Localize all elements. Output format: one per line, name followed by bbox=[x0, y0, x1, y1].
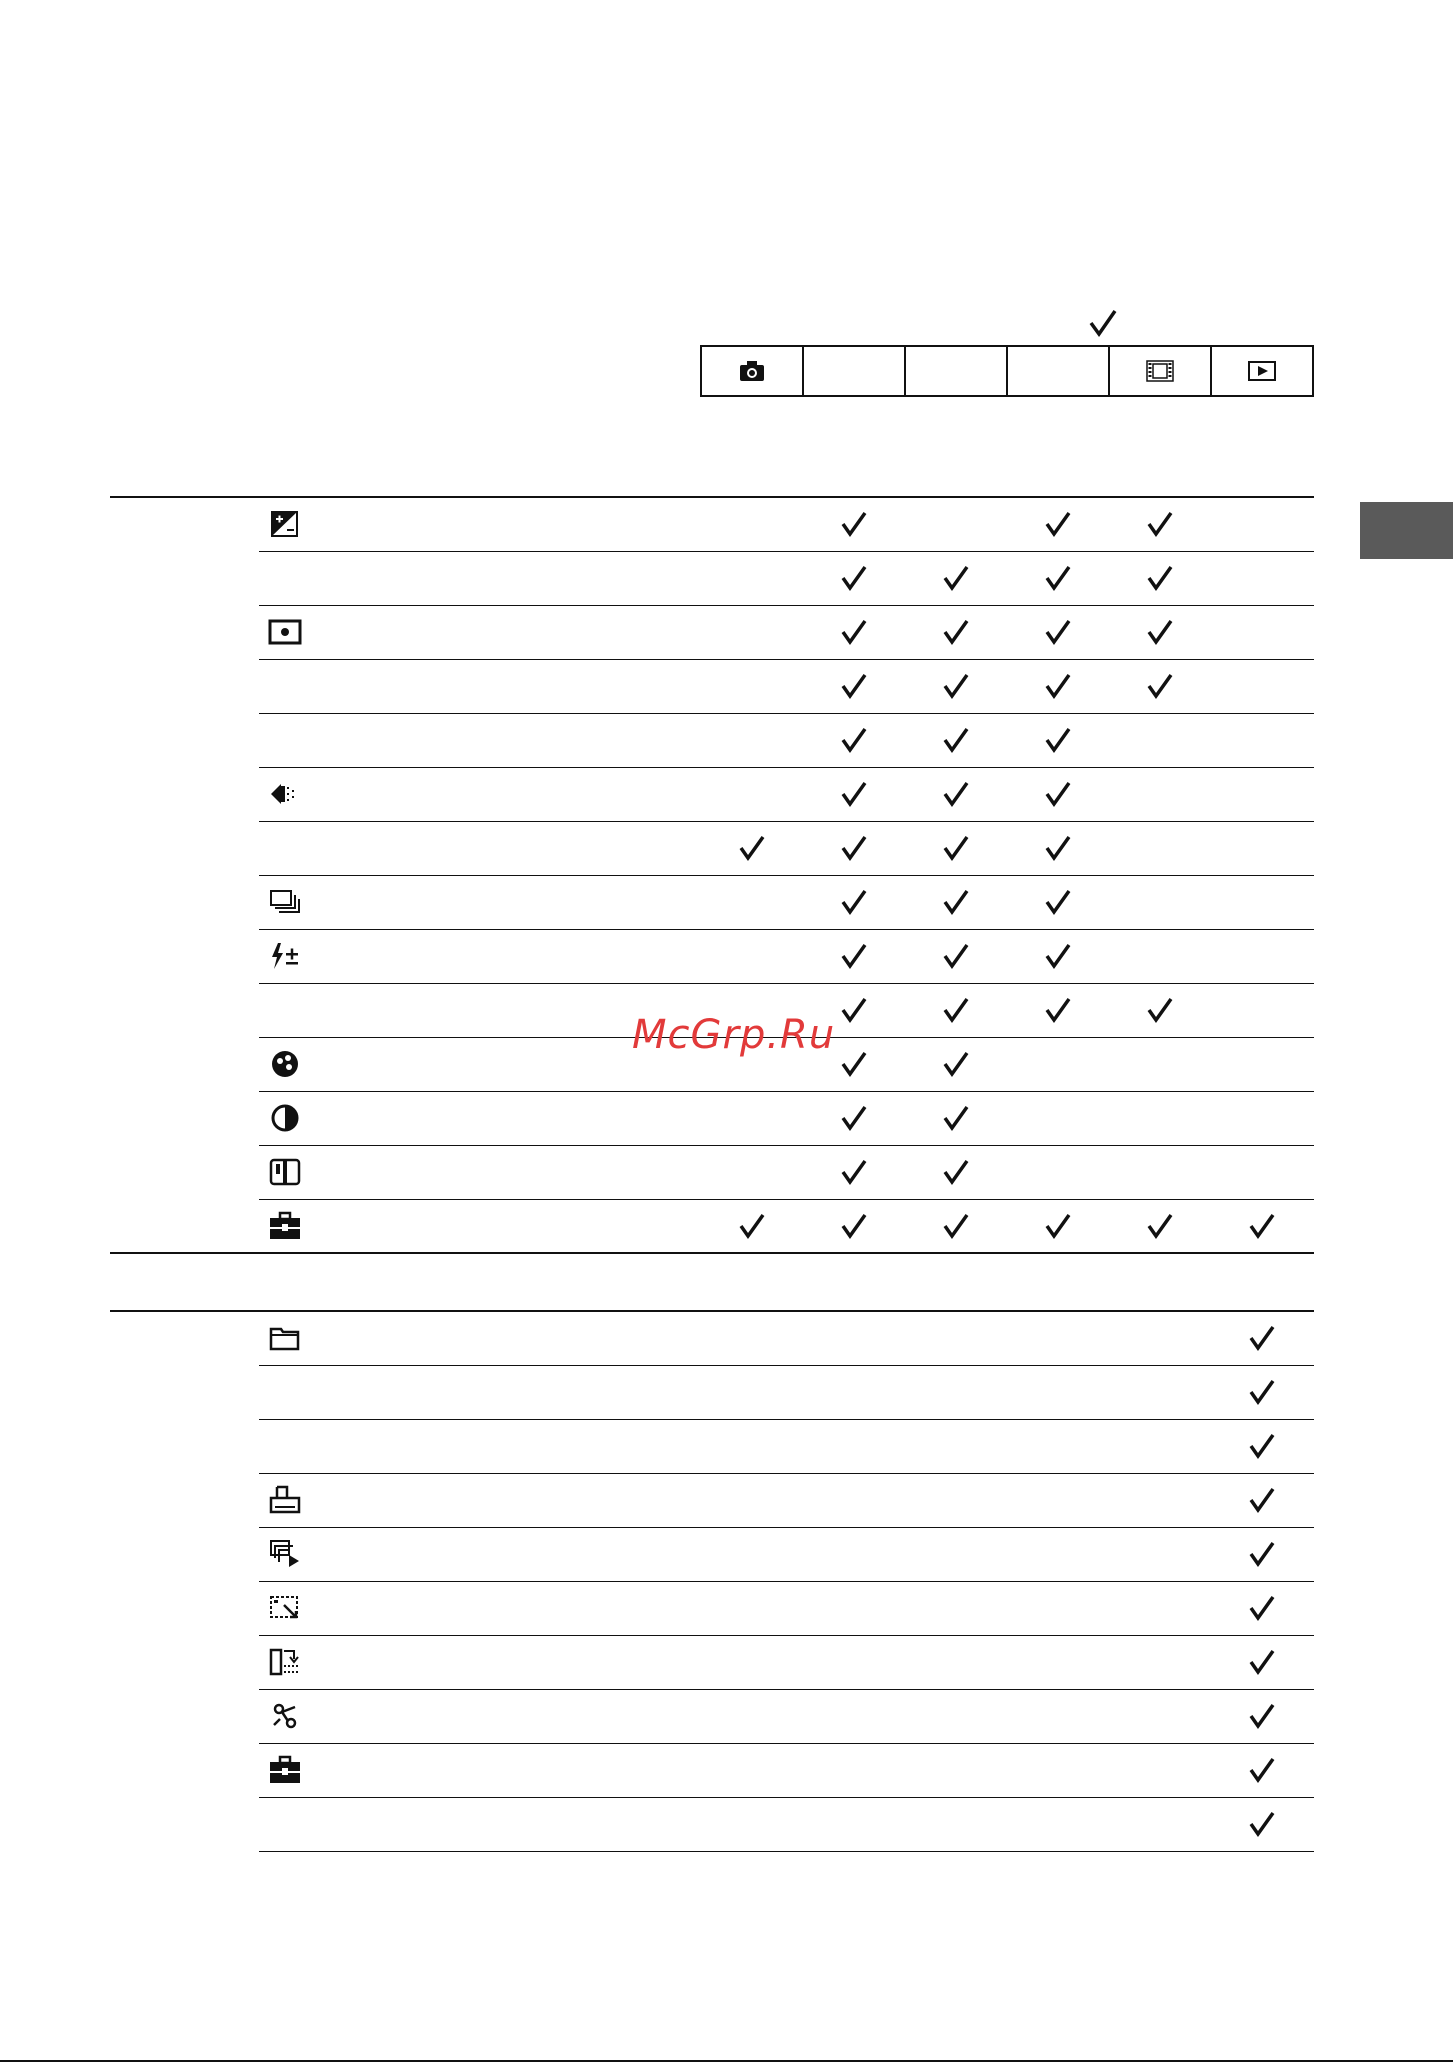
spot-metering-icon bbox=[268, 615, 302, 649]
check-icon bbox=[1248, 1212, 1276, 1240]
divide-icon bbox=[268, 1699, 302, 1733]
check-icon bbox=[840, 1212, 868, 1240]
shooting-row-divider bbox=[259, 1199, 1314, 1200]
check-icon bbox=[840, 672, 868, 700]
shooting-section-top-line bbox=[110, 496, 1314, 498]
check-icon bbox=[1044, 618, 1072, 646]
setup-icon bbox=[268, 1209, 302, 1243]
mode-auto bbox=[702, 347, 804, 395]
shooting-row-divider bbox=[259, 875, 1314, 876]
shooting-row-divider bbox=[259, 713, 1314, 714]
shooting-row-divider bbox=[259, 551, 1314, 552]
shooting-row-divider bbox=[259, 605, 1314, 606]
viewing-row-divider bbox=[259, 1635, 1314, 1636]
check-icon bbox=[942, 564, 970, 592]
check-icon bbox=[942, 1104, 970, 1132]
check-icon bbox=[1248, 1594, 1276, 1622]
viewing-row-divider bbox=[259, 1689, 1314, 1690]
check-icon bbox=[840, 726, 868, 754]
check-icon bbox=[942, 942, 970, 970]
check-icon bbox=[840, 996, 868, 1024]
check-icon bbox=[942, 672, 970, 700]
check-icon bbox=[1044, 834, 1072, 862]
contrast-icon bbox=[268, 1101, 302, 1135]
shooting-row-divider bbox=[259, 821, 1314, 822]
check-icon bbox=[1044, 780, 1072, 808]
mode-4 bbox=[1008, 347, 1110, 395]
check-icon bbox=[1146, 510, 1174, 538]
shooting-section-bottom-line bbox=[110, 1252, 1314, 1254]
mode-2 bbox=[804, 347, 906, 395]
check-icon bbox=[1044, 996, 1072, 1024]
viewing-section-top-line bbox=[110, 1310, 1314, 1312]
exposure-icon bbox=[268, 507, 302, 541]
shooting-row-divider bbox=[259, 767, 1314, 768]
play-icon bbox=[1247, 356, 1277, 386]
viewing-row-divider bbox=[259, 1527, 1314, 1528]
check-icon bbox=[1044, 564, 1072, 592]
check-icon bbox=[1044, 888, 1072, 916]
slideshow-icon bbox=[268, 1537, 302, 1571]
check-icon bbox=[942, 1158, 970, 1186]
check-icon bbox=[738, 1212, 766, 1240]
flash-level-icon bbox=[268, 939, 302, 973]
film-icon bbox=[1145, 356, 1175, 386]
viewing-row-divider bbox=[259, 1419, 1314, 1420]
check-icon bbox=[840, 834, 868, 862]
check-icon bbox=[1044, 510, 1072, 538]
check-icon bbox=[840, 942, 868, 970]
burst-icon bbox=[268, 885, 302, 919]
check-icon bbox=[840, 1158, 868, 1186]
check-icon bbox=[840, 780, 868, 808]
check-icon bbox=[942, 726, 970, 754]
camera-icon bbox=[737, 356, 767, 386]
print-icon bbox=[268, 1483, 302, 1517]
sharpness-icon bbox=[268, 1155, 302, 1189]
viewing-row-divider bbox=[259, 1851, 1314, 1852]
mode-movie bbox=[1110, 347, 1212, 395]
check-icon bbox=[942, 888, 970, 916]
section-tab-marker bbox=[1360, 502, 1453, 559]
shooting-row-divider bbox=[259, 983, 1314, 984]
viewing-row-divider bbox=[259, 1365, 1314, 1366]
check-icon bbox=[942, 1212, 970, 1240]
shooting-row-divider bbox=[259, 659, 1314, 660]
mode-playback bbox=[1212, 347, 1312, 395]
color-mode-icon bbox=[268, 1047, 302, 1081]
viewing-row-divider bbox=[259, 1581, 1314, 1582]
check-icon bbox=[1248, 1432, 1276, 1460]
check-icon bbox=[1146, 1212, 1174, 1240]
check-icon bbox=[1248, 1486, 1276, 1514]
check-icon bbox=[1248, 1540, 1276, 1568]
check-icon bbox=[1248, 1756, 1276, 1784]
check-icon bbox=[1146, 618, 1174, 646]
rotate-icon bbox=[268, 1645, 302, 1679]
check-icon bbox=[1248, 1324, 1276, 1352]
image-quality-icon bbox=[268, 777, 302, 811]
resize-icon bbox=[268, 1591, 302, 1625]
check-icon bbox=[1146, 672, 1174, 700]
check-icon bbox=[942, 996, 970, 1024]
check-icon bbox=[1044, 942, 1072, 970]
check-icon bbox=[942, 834, 970, 862]
check-icon bbox=[1146, 564, 1174, 592]
shooting-row-divider bbox=[259, 1145, 1314, 1146]
check-icon bbox=[1146, 996, 1174, 1024]
mode-header bbox=[700, 345, 1314, 397]
check-icon bbox=[840, 510, 868, 538]
viewing-row-divider bbox=[259, 1743, 1314, 1744]
check-icon bbox=[1248, 1702, 1276, 1730]
check-icon bbox=[1044, 1212, 1072, 1240]
viewing-row-divider bbox=[259, 1797, 1314, 1798]
shooting-row-divider bbox=[259, 1091, 1314, 1092]
shooting-row-divider bbox=[259, 929, 1314, 930]
check-icon bbox=[840, 564, 868, 592]
check-icon bbox=[840, 1104, 868, 1132]
check-icon bbox=[942, 618, 970, 646]
mode-3 bbox=[906, 347, 1008, 395]
check-icon bbox=[840, 618, 868, 646]
page-bottom-rule bbox=[0, 2060, 1453, 2062]
check-icon bbox=[1248, 1648, 1276, 1676]
legend-check-icon bbox=[1088, 308, 1118, 338]
check-icon bbox=[1044, 672, 1072, 700]
check-icon bbox=[1248, 1810, 1276, 1838]
check-icon bbox=[840, 1050, 868, 1078]
setup-icon bbox=[268, 1753, 302, 1787]
check-icon bbox=[1044, 726, 1072, 754]
watermark: McGrp.Ru bbox=[632, 1012, 836, 1058]
check-icon bbox=[942, 780, 970, 808]
check-icon bbox=[738, 834, 766, 862]
viewing-row-divider bbox=[259, 1473, 1314, 1474]
folder-icon bbox=[268, 1321, 302, 1355]
check-icon bbox=[840, 888, 868, 916]
check-icon bbox=[942, 1050, 970, 1078]
check-icon bbox=[1248, 1378, 1276, 1406]
